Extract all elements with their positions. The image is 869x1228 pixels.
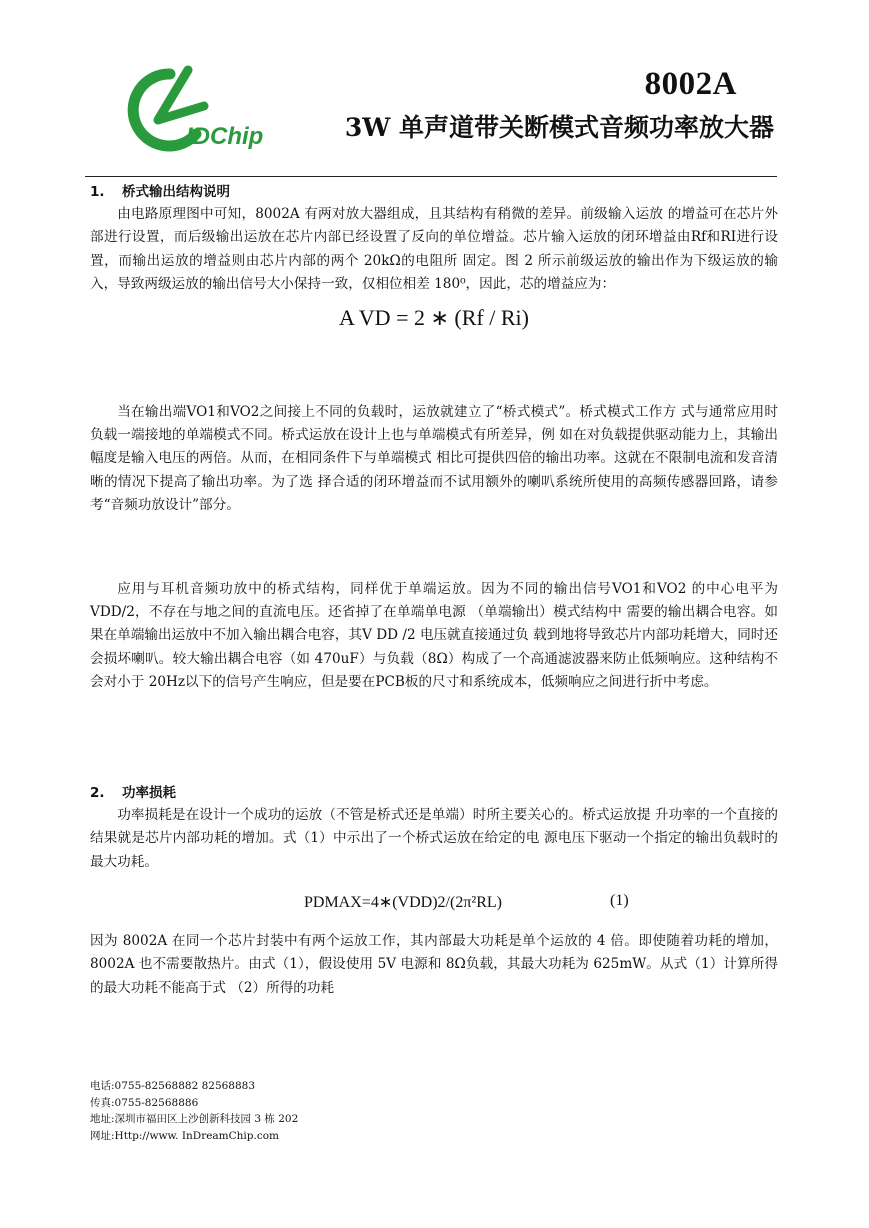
page-header <box>0 0 869 180</box>
section-number: 1. <box>90 184 105 200</box>
section-heading-2 <box>90 783 778 804</box>
header-divider <box>85 176 777 177</box>
page-footer <box>90 1078 590 1144</box>
footer-website[interactable]: 网址:Http://www. InDreamChip.com <box>90 1129 280 1142</box>
section-heading-1 <box>90 182 778 203</box>
section-number: 2. <box>90 784 105 801</box>
paragraph: 应用与耳机音频功放中的桥式结构，同样优于单端运放。因为不同的输出信号VO1和VO2 的中心电平为VDD/2，不存在与地之间的直流电压。还省掉了在单端单电源 （单端输出）模式结构中 需要的输出耦合电容。如果在单端输出运放中不加入输出耦合电容，其V DD /2 电压就直接通过负 载到地将导致芯片内部功耗增大，同时还会损坏喇叭。较大输出耦合电容（如 470uF）与负载（8Ω）构成了一个高通滤波器来防止低频响应。这种结构不会对小于 20Hz以下的信号产生响应，但是要在PCB板的尺寸和系统成本，低频响应之间进行折中考虑。 <box>90 580 778 691</box>
paragraph: 因为 8002A 在同一个芯片封装中有两个运放工作，其内部最大功耗是单个运放的 4 倍。即使随着功耗的增加，8002A 也不需要散热片。由式（1），假设使用 5V 电源和 8Ω负载，其最大功耗为 625mW。从式（1）计算所得的最大功耗不能高于式 （2）所得的功耗 <box>90 932 778 996</box>
power-formula-expr: PDMAX=4∗(VDD)2/(2π²RL) <box>304 893 502 911</box>
page-content <box>90 182 778 1000</box>
idchip-logo <box>118 64 278 152</box>
logo-text: IDChip <box>186 123 264 150</box>
section-title: 功率损耗 <box>122 784 176 801</box>
section-title: 桥式输出结构说明 <box>122 184 230 200</box>
footer-fax: 传真:0755-82568886 <box>90 1096 199 1109</box>
paragraph: 由电路原理图中可知，8002A 有两对放大器组成，且其结构有稍微的差异。前级输入运放 的增益可在芯片外部进行设置，而后级输出运放在芯片内部已经设置了反向的单位增益。芯片输入运放的闭环增益由Rf和RI进行设置，而输出运放的增益则由芯片内部的两个 20kΩ的电阻所 固定。图 2 所示前级运放的输出作为下级运放的输入，导致两级运放的输出信号大小保持一致，仅相位相差 180⁰，因此，芯的增益应为： <box>90 206 778 293</box>
power-formula <box>90 892 778 916</box>
paragraph: 功率损耗是在设计一个成功的运放（不管是桥式还是单端）时所主要关心的。桥式运放提 升功率的一个直接的结果就是芯片内部功耗的增加。式（1）中示出了一个桥式运放在给定的电 源电压下驱动一个指定的输出负载时的最大功耗。 <box>90 806 778 870</box>
formula-number: (1) <box>610 891 629 909</box>
part-number: 8002A <box>644 66 737 102</box>
gain-formula: A VD = 2 ∗ (Rf / Ri) <box>339 304 529 330</box>
paragraph: 当在输出端VO1和VO2之间接上不同的负载时，运放就建立了“桥式模式”。桥式模式工作方 式与通常应用时负载一端接地的单端模式不同。桥式运放在设计上也与单端模式有所差异，例 如在对负载提供驱动能力上，其输出幅度是输入电压的两倍。从而，在相同条件下与单端模式 相比可提供四倍的输出功率。这就在不限制电流和发音清晰的情况下提高了输出功率。为了选 择合适的闭环增益而不试用额外的喇叭系统所使用的高频传感器回路，请参考“音频功放设计”部分。 <box>90 403 778 514</box>
footer-address: 地址:深圳市福田区上沙创新科技园 3 栋 202 <box>90 1113 299 1125</box>
page-title: 3W 单声道带关断模式音频功率放大器 <box>344 113 774 142</box>
footer-phone: 电话:0755-82568882 82568883 <box>90 1080 256 1092</box>
